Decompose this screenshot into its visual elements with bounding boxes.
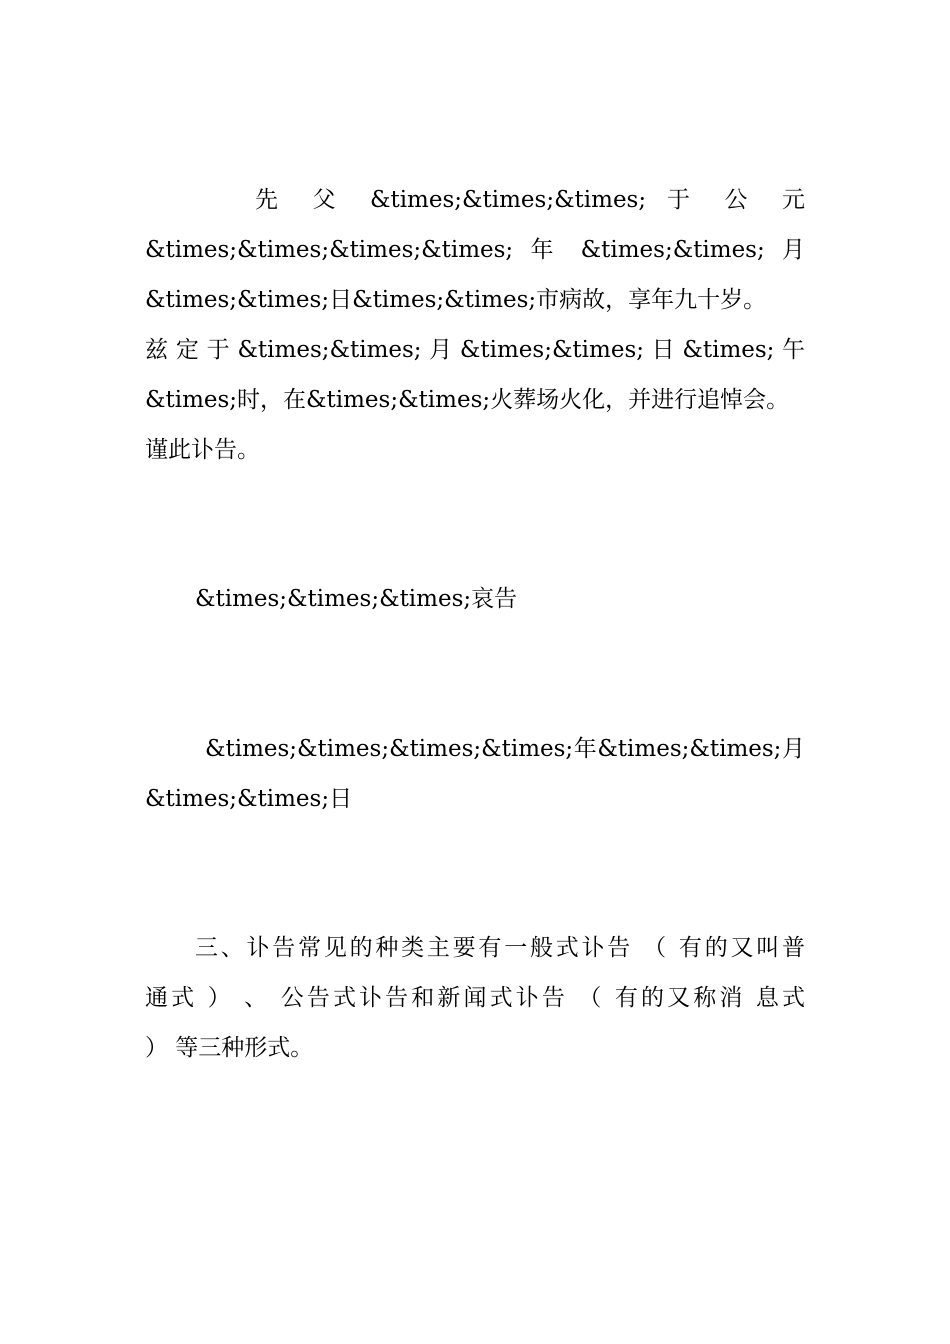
notice-line-6: 谨此讣告。 [145,437,260,463]
date-line-2: &times;&times;日 [145,786,353,812]
notice-line-5: &times;时，在&times;&times;火葬场火化，并进行追悼会。 [145,387,790,413]
notice-line-1: 先 父 &times;&times;&times; 于 公 元 [255,187,805,213]
section3-line-1: 三、讣告常见的种类主要有一般式讣告 （ 有的又叫普 [195,935,805,961]
notice-line-2: &times;&times;&times;&times; 年 &times;&times; 月 [145,237,805,263]
notice-line-3: &times;&times;日&times;&times;市病故，享年九十岁。 [145,287,767,313]
signature-line: &times;&times;&times;哀告 [195,586,518,612]
notice-line-4: 兹 定 于 &times;&times; 月 &times;&times; 日 &times; 午 [145,337,805,363]
date-line-1: &times;&times;&times;&times;年&times;&times;月 [205,736,805,762]
section3-line-3: ） 等三种形式。 [145,1035,314,1061]
section3-line-2: 通式 ） 、 公告式讣告和新闻式讣告 （ 有的又称消 息式 [145,985,805,1011]
